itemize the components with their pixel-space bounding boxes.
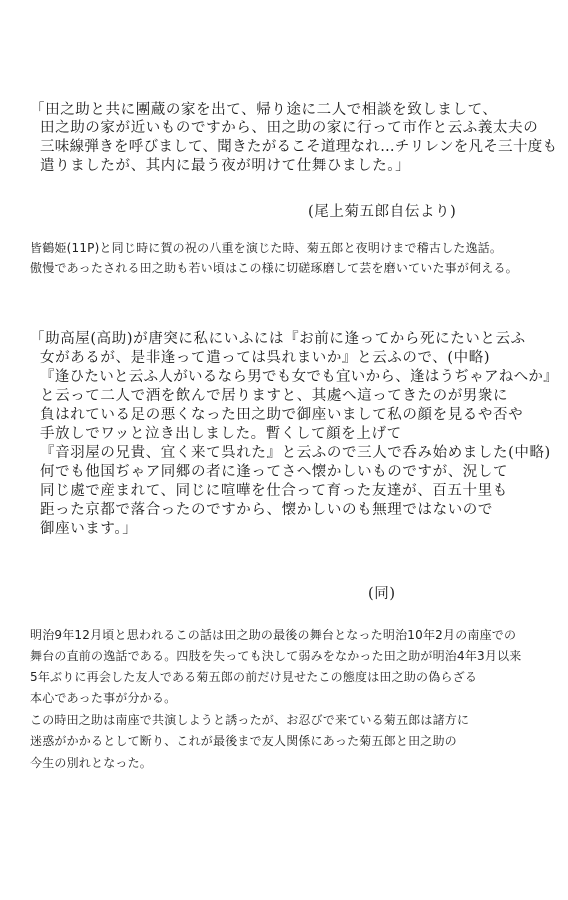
paragraph-line: 迷惑がかかるとして断り、これが最後まで友人関係にあった菊五郎と田之助の: [30, 734, 457, 748]
quote-attribution: (尾上菊五郎自伝より): [308, 204, 457, 220]
quote-line: 御座います。」: [40, 521, 138, 537]
quote-line: 遣りましたが、其内に最う夜が明けて仕舞ひました。」: [40, 158, 411, 174]
paragraph-line: 皆鶴姫(11P)と同じ時に賀の祝の八重を演じた時、菊五郎と夜明けまで稽古した逸話。: [30, 241, 503, 255]
paragraph-line: 今生の別れとなった。: [30, 756, 153, 770]
quote-line: 女があるが、是非逢って遣っては呉れまいか』と云ふので、(中略): [40, 350, 491, 366]
quote-line: 手放しでワッと泣き出しました。暫くして顔を上げて: [40, 426, 402, 442]
quote-line: 三味線弾きを呼びまして、聞きたがるこそ道理なれ…チリレンを凡そ三十度も: [40, 139, 558, 155]
quote-line: 「田之助と共に團蔵の家を出て、帰り途に二人で相談を致しまして、: [30, 102, 498, 118]
paragraph-line: この時田之助は南座で共演しようと誘ったが、お忍びで来ている菊五郎は諸方に: [30, 713, 470, 727]
quote-line: 『音羽屋の兄貴、宜く来て呉れた』と云ふので三人で呑み始めました(中略): [40, 445, 551, 461]
quote-line: 同じ處で産まれて、同じに喧嘩を仕合って育った友達が、百五十里も: [40, 483, 508, 499]
quote-line: 『逢ひたいと云ふ人がいるなら男でも女でも宜いから、逢はうぢゃアねへか』: [40, 369, 558, 385]
quote-line: 何でも他国ぢゃア同郷の者に逢ってさへ懐かしいものですが、況して: [40, 464, 509, 480]
quote-attribution: (同): [368, 586, 396, 602]
quote-line: と云って二人で酒を飲んで居りますと、其處へ這ってきたのが男衆に: [40, 388, 509, 404]
paragraph-line: 5年ぶりに再会した友人である菊五郎の前だけ見せたこの態度は田之助の偽らざる: [30, 670, 478, 684]
paragraph-line: 傲慢であったされる田之助も若い頃はこの様に切磋琢磨して芸を磨いていた事が伺える。: [30, 261, 518, 275]
quote-line: 「助高屋(高助)が唐突に私にいふには『お前に逢ってから死にたいと云ふ: [30, 331, 526, 347]
paragraph-line: 舞台の直前の逸話である。四肢を失っても決して弱みをなかった田之助が明治4年3月以来: [30, 649, 522, 663]
quote-line: 距った京都で落合ったのですから、懐かしいのも無理ではないので: [40, 502, 493, 518]
quote-line: 負はれている足の悪くなった田之助で御座いまして私の顔を見るや否や: [40, 407, 524, 423]
paragraph-line: 明治9年12月頃と思われるこの話は田之助の最後の舞台となった明治10年2月の南座での: [30, 628, 517, 642]
quote-line: 田之助の家が近いものですから、田之助の家に行って市作と云ふ義太夫の: [40, 120, 539, 136]
paragraph-line: 本心であった事が分かる。: [30, 691, 177, 705]
